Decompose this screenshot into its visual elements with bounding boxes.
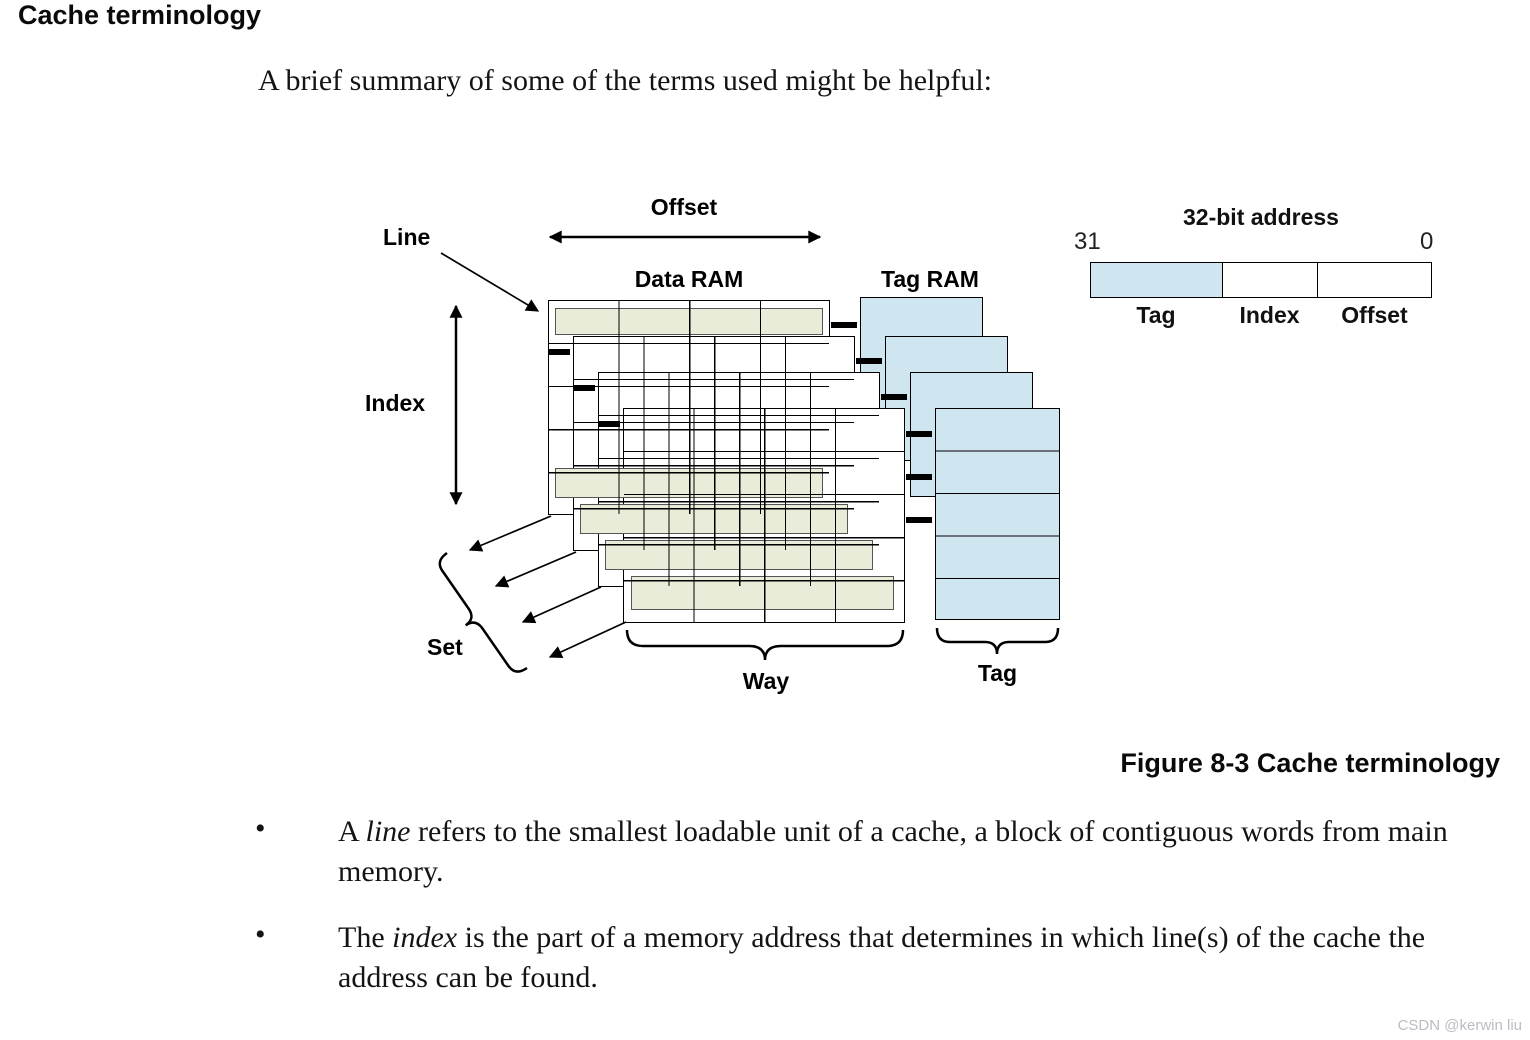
tick-mark: [598, 421, 620, 427]
tag-brace-label: Tag: [977, 660, 1018, 686]
line-pointer-arrow: [441, 253, 538, 311]
page-title: Cache terminology: [18, 0, 262, 30]
address-offset-field: [1318, 263, 1431, 297]
tick-mark: [906, 431, 932, 437]
index-label: Index: [365, 390, 426, 416]
bullet-text-post: is the part of a memory address that determines in which line(s) of the cache the address can be found.: [338, 921, 1426, 994]
address-index-label: Index: [1239, 302, 1300, 328]
set-arrow-2: [496, 552, 576, 586]
tag-ram-label: Tag RAM: [881, 266, 979, 292]
set-label: Set: [427, 634, 463, 660]
intro-text: A brief summary of some of the terms used might be helpful:: [258, 64, 993, 97]
set-arrow-4: [550, 622, 626, 657]
tick-mark: [573, 385, 595, 391]
set-row-highlight: [605, 540, 873, 570]
address-box: [1090, 262, 1432, 298]
way-brace: [627, 630, 903, 660]
set-row-highlight: [631, 576, 894, 610]
bullet-item-index: [255, 918, 1505, 998]
address-title: 32-bit address: [1183, 204, 1339, 230]
tag-brace: [937, 628, 1058, 654]
figure-caption: Figure 8-3 Cache terminology: [1120, 748, 1500, 778]
bullet-text-post: refers to the smallest loadable unit of a cache, a block of contiguous words from main memory.: [338, 815, 1448, 888]
tag-ram-layer-4: [935, 408, 1060, 620]
way-label: Way: [742, 668, 790, 694]
bullet-item-line: [255, 812, 1505, 892]
cache-line-highlight: [555, 308, 823, 335]
data-ram-label: Data RAM: [634, 266, 744, 292]
tick-mark: [906, 474, 932, 480]
tick-mark: [881, 394, 907, 400]
set-arrow-1: [470, 516, 551, 550]
set-row-highlight: [580, 504, 848, 534]
bullet-dot: •: [255, 918, 266, 951]
bit-31-label: 31: [1074, 228, 1101, 255]
bullet-text-line: [338, 812, 1488, 892]
tick-mark: [548, 349, 570, 355]
offset-label: Offset: [650, 194, 718, 220]
tick-mark: [856, 358, 882, 364]
address-offset-label: Offset: [1341, 302, 1408, 328]
tick-mark: [831, 322, 857, 328]
watermark: CSDN @kerwin liu: [1397, 1017, 1522, 1034]
bullet-text-pre: The: [338, 921, 393, 954]
tick-mark: [906, 517, 932, 523]
line-label: Line: [383, 224, 431, 250]
address-tag-label: Tag: [1136, 302, 1176, 328]
bullet-text-index: [338, 918, 1488, 998]
address-index-field: [1223, 263, 1318, 297]
set-row-highlight: [555, 468, 823, 498]
bullet-text-term: line: [365, 815, 411, 848]
address-tag-field: [1091, 263, 1223, 297]
set-arrow-3: [523, 587, 601, 622]
bullet-text-term: index: [392, 921, 458, 954]
bullet-dot: •: [255, 812, 266, 845]
bit-0-label: 0: [1420, 228, 1434, 255]
bullet-text-pre: A: [338, 815, 366, 848]
